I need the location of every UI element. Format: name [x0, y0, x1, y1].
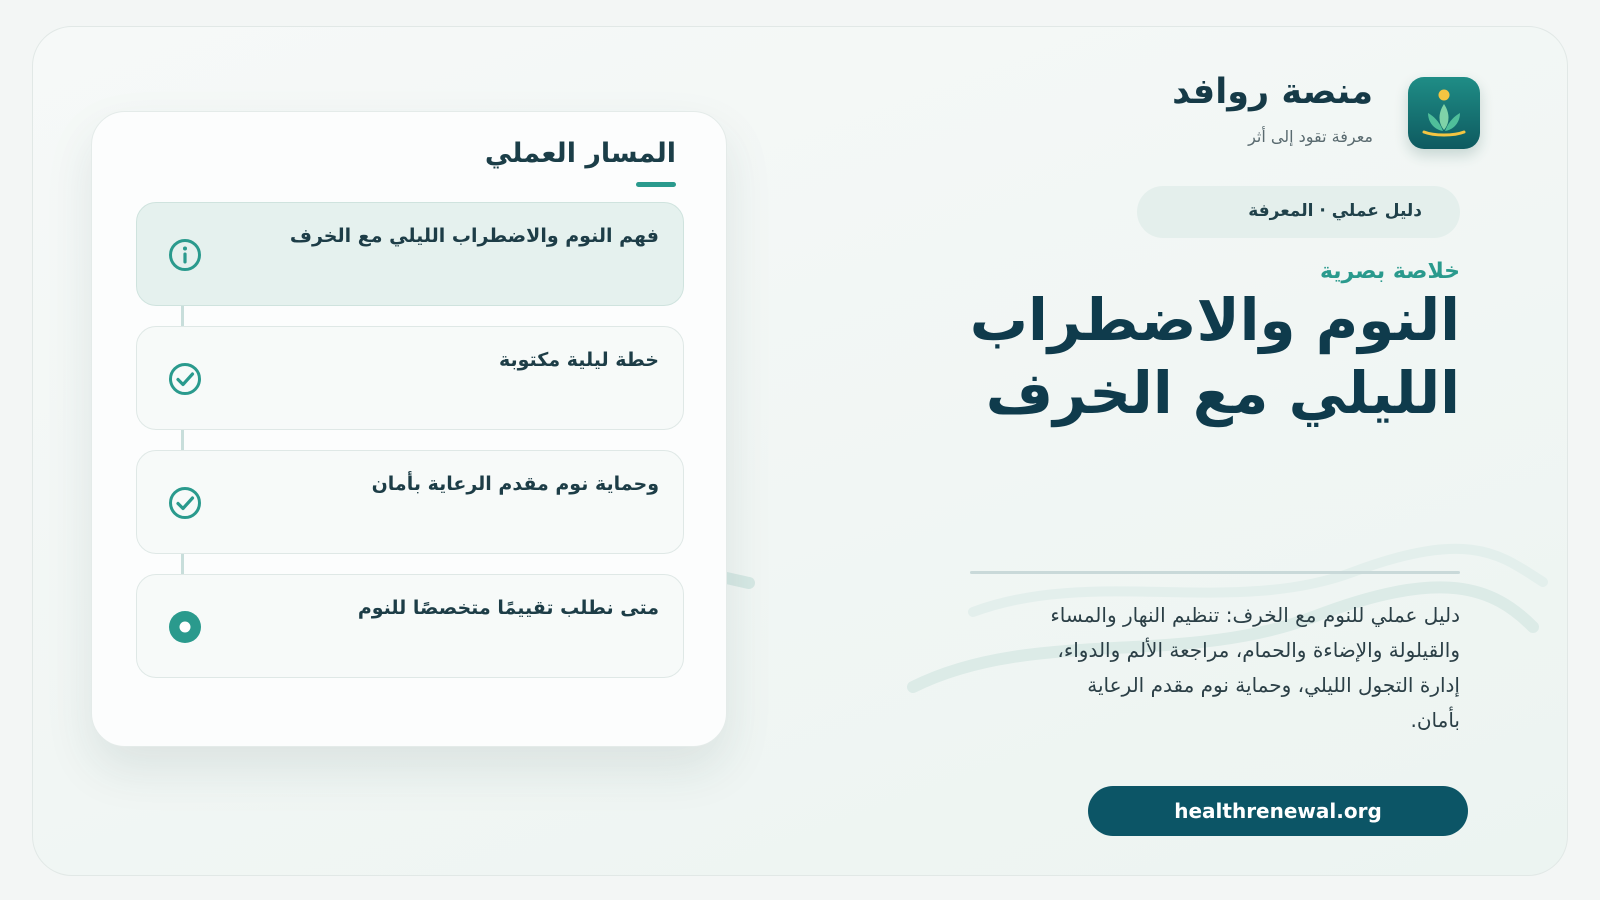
step-item-understanding[interactable] [136, 202, 684, 306]
step-connector [181, 428, 184, 450]
check-circle-icon [167, 485, 203, 521]
step-label: فهم النوم والاضطراب الليلي مع الخرف [289, 225, 659, 247]
step-label: وحماية نوم مقدم الرعاية بأمان [371, 473, 659, 495]
title-underline [636, 182, 676, 187]
practical-path-card [91, 111, 727, 747]
brand-tagline: معرفة تقود إلى أثر [1248, 127, 1373, 146]
radio-dot-icon [167, 609, 203, 645]
step-item-caregiver-sleep[interactable] [136, 450, 684, 554]
step-label: متى نطلب تقييمًا متخصصًا للنوم [357, 597, 659, 619]
step-connector [181, 304, 184, 326]
page-title: النوم والاضطراب الليلي مع الخرف [969, 286, 1460, 427]
check-circle-icon [167, 361, 203, 397]
step-connector [181, 552, 184, 574]
step-item-specialist[interactable] [136, 574, 684, 678]
lotus-sun-icon [1408, 77, 1480, 149]
description-text: دليل عملي للنوم مع الخرف: تنظيم النهار والمساء والقيلولة والإضاءة والحمام، مراجعة الألم والدواء، إدارة التجول الليلي، وحماية نوم مقدم الرعاية بأمان. [1050, 603, 1460, 732]
brand-name: منصة روافد [1172, 72, 1373, 112]
step-label: خطة ليلية مكتوبة [498, 349, 659, 371]
website-link-button[interactable]: healthrenewal.org [1088, 786, 1468, 836]
info-icon [167, 237, 203, 273]
slide-frame [32, 26, 1568, 876]
divider [970, 571, 1460, 574]
step-item-night-plan[interactable] [136, 326, 684, 430]
category-pill [1137, 186, 1460, 238]
category-pill-label: دليل عملي · المعرفة [1248, 201, 1422, 221]
card-title: المسار العملي [484, 138, 676, 169]
eyebrow-label: خلاصة بصرية [1319, 259, 1460, 284]
